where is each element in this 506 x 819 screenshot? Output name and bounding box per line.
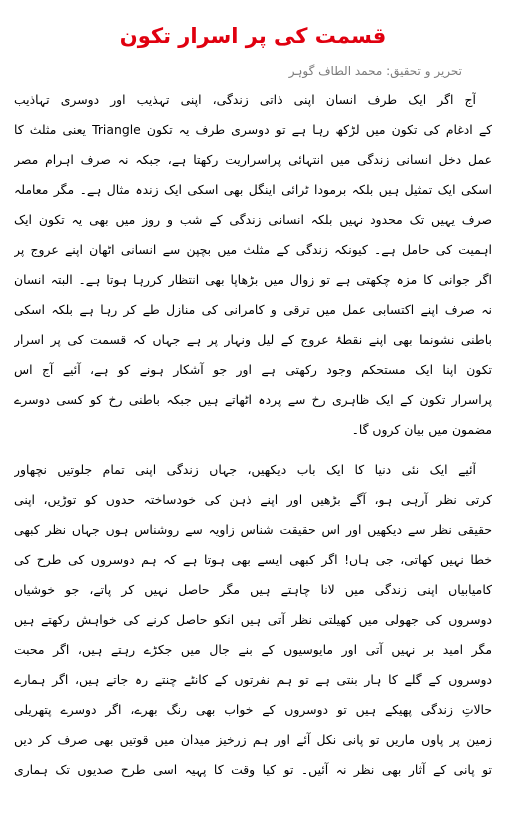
paragraph-line: عمل دخل انسانی زندگی میں انتہائی پراسراریت رکھتا ہے، جبکہ نہ صرف اہرام مصر xyxy=(14,152,492,167)
paragraph-line: پراسرار تکون کے ایک ظاہری رخ سے پردہ اٹھاتے ہیں جبکہ باطنی رخ کو کسی دوسرے xyxy=(14,392,492,407)
paragraph-line: حالاتِ زندگی پھیکے ہیں تو دوسروں کے خواب بھی رنگ بھرے، اگر دوسرے پتھریلی xyxy=(14,702,492,717)
paragraph-line: تکون اپنا ایک مستحکم وجود رکھتی ہے اور جو آشکار ہونے کو ہے، آئیے آج اس xyxy=(14,362,492,377)
paragraph-line: نہ صرف اپنے اکتسابی عمل میں ترقی و کامرانی کی منازل طے کر رہا ہے بلکہ اسکی xyxy=(14,302,492,317)
paragraph-line: کرتی نظر آرہی ہو، آگے بڑھیں اور اپنے ذہن کی خودساختہ حدوں کو توڑیں، اپنی xyxy=(14,492,492,507)
paragraph-line: کے ادغام کی تکون میں لڑکھ رہا ہے تو دوسری طرف یہ تکون Triangle یعنی مثلث کا xyxy=(14,122,492,137)
paragraph-line: کامیابیاں اپنی زندگی میں لانا چاہتے ہیں مگر حاصل نہیں کر پاتے، جو خوشیاں xyxy=(14,582,492,597)
paragraph-line: آئیے ایک نئی دنیا کا ایک باب دیکھیں، جہاں زندگی اپنی تمام جلوتیں نچھاور xyxy=(14,462,476,477)
paragraph-line: آج اگر ایک طرف انسان اپنی ذاتی زندگی، اپنی تہذیب اور دوسری تہاذیب xyxy=(14,92,476,107)
article-title: قسمت کی پر اسرار تکون xyxy=(119,24,387,48)
paragraph-line: اسکی ایک تمثیل ہیں بلکہ برمودا ٹرائی اینگل بھی اسکی ایک زندہ مثال ہے۔ مگر معاملہ xyxy=(14,182,492,197)
paragraph-line: دوسروں کی جھولی میں کھیلتی نظر آتی ہیں انکو حاصل کرنے کی خواہش رکھتے ہیں xyxy=(14,612,492,627)
paragraph-line: دوسروں کے گلے کا ہار بنتی ہے تو ہم نفرتوں کے کانٹے چنتے رہ جاتے ہیں، اگر ہمارے xyxy=(14,672,492,687)
paragraph-line: حقیقی نظر سے دیکھیں اور اس حقیقت شناس زاویہ سے روشناس ہوں جہاں نظر کبھی xyxy=(14,522,492,537)
paragraph-line: اہمیت کی حامل ہے۔ کیونکہ زندگی کے مثلث میں بچپن سے انسانی اٹھان اپنے عروج پر xyxy=(14,242,492,257)
paragraph-line: خطا نہیں کھاتی، جی ہاں! اگر کبھی ایسے بھی ہوتا ہے کہ ہم دوسروں کی طرح کی xyxy=(14,552,492,567)
paragraph-line: تو پانی کے آثار بھی نظر نہ آئیں۔ تو کیا وقت کا پہیہ اسی طرح صدیوں تک ہماری xyxy=(14,762,492,777)
article-byline: تحریر و تحقیق: محمد الطاف گوہر xyxy=(288,64,462,78)
paragraph-line: مضمون میں بیان کروں گا۔ xyxy=(351,422,492,437)
paragraph-line: اگر جوانی کا مزہ چکھتی ہے تو زوال میں بڑھاپا بھی انتظار کررہا ہوتا ہے۔ البتہ انسان xyxy=(14,272,492,287)
paragraph-line: زمین پر پاوں ماریں تو پانی نکل آئے اور ہم زرخیز میدان میں قوتیں بھی صرف کر دیں xyxy=(14,732,492,747)
paragraph-line: مگر امید بر نہیں آتی اور مایوسیوں کے بنے جال میں جکڑے رہتے ہیں، اگر محبت xyxy=(14,642,492,657)
paragraph-line: صرف یہیں تک محدود نہیں بلکہ انسانی زندگی کے شب و روز میں بھی یہ تکون ایک xyxy=(14,212,492,227)
paragraph-line: باطنی نشونما بھی اپنے نقطۂ عروج کے لیل ونہار پر ہے جہاں کہ قسمت کی پر اسرار xyxy=(14,332,492,347)
